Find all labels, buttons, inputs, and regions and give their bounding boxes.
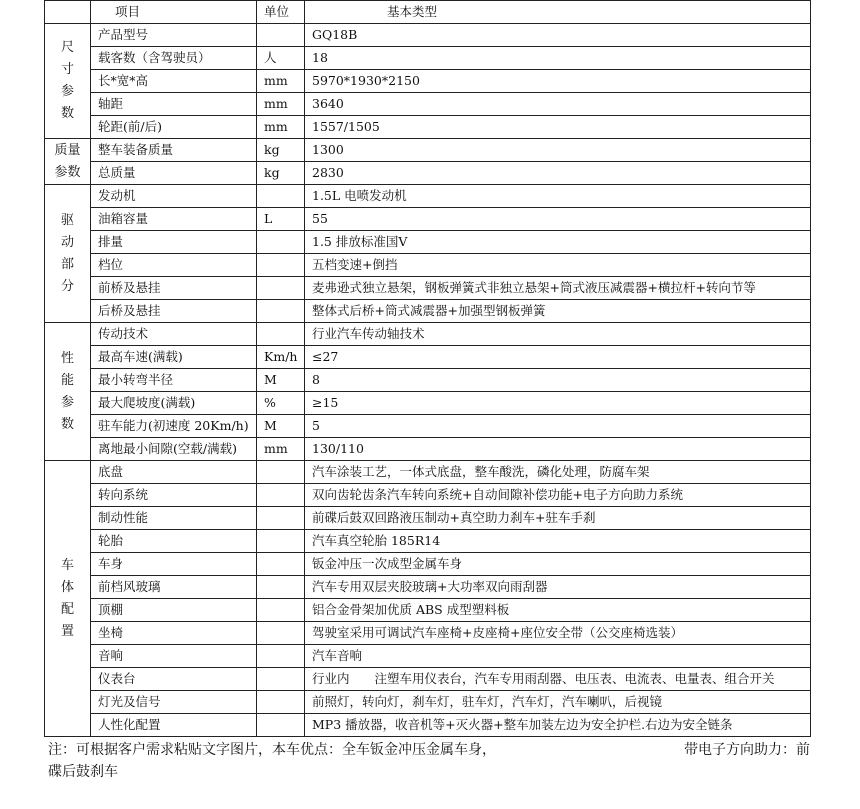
- cell-item: 灯光及信号: [91, 691, 257, 714]
- cell-value: 前碟后鼓双回路液压制动+真空助力刹车+驻车手刹: [305, 507, 811, 530]
- cell-value: 五档变速+倒挡: [305, 254, 811, 277]
- table-row: [45, 139, 811, 162]
- table-row: [45, 116, 811, 139]
- cell-item: 传动技术: [91, 323, 257, 346]
- table-row: [45, 507, 811, 530]
- cell-item: 档位: [91, 254, 257, 277]
- cell-item: 前档风玻璃: [91, 576, 257, 599]
- cell-value: 麦弗逊式独立悬架，钢板弹簧式非独立悬架+筒式液压减震器+横拉杆+转向节等: [305, 277, 811, 300]
- cell-value: ≥15: [305, 392, 811, 415]
- cell-unit: M: [257, 415, 305, 438]
- header-item: 项目: [91, 1, 257, 24]
- category-char: 参: [60, 394, 74, 410]
- cell-unit: [257, 461, 305, 484]
- table-row: [45, 415, 811, 438]
- cell-item: 总质量: [91, 162, 257, 185]
- table-row: [45, 599, 811, 622]
- header-unit: 单位: [257, 1, 305, 24]
- cell-item: 轮距(前/后): [91, 116, 257, 139]
- cell-item: 后桥及悬挂: [91, 300, 257, 323]
- cell-unit: Km/h: [257, 346, 305, 369]
- category-char: 配: [60, 601, 74, 617]
- table-row: [45, 162, 811, 185]
- table-row: [45, 93, 811, 116]
- cell-value: 铝合金骨架加优质 ABS 成型塑料板: [305, 599, 811, 622]
- cell-item: 长*宽*高: [91, 70, 257, 93]
- cell-value: 双向齿轮齿条汽车转向系统+自动间隙补偿功能+电子方向助力系统: [305, 484, 811, 507]
- table-row: [45, 484, 811, 507]
- table-row: [45, 24, 811, 47]
- table-row: [45, 530, 811, 553]
- cell-item: 轴距: [91, 93, 257, 116]
- cell-value: GQ18B: [305, 24, 811, 47]
- cell-value: 130/110: [305, 438, 811, 461]
- category-char: 寸: [60, 62, 74, 77]
- cell-unit: [257, 231, 305, 254]
- cell-item: 油箱容量: [91, 208, 257, 231]
- category-char: 置: [60, 623, 74, 639]
- cell-unit: [257, 185, 305, 208]
- cell-unit: [257, 530, 305, 553]
- cell-value: 行业内 注塑车用仪表台，汽车专用雨刮器、电压表、电流表、电量表、组合开关: [305, 668, 811, 691]
- cell-value: 3640: [305, 93, 811, 116]
- cell-unit: kg: [257, 162, 305, 185]
- cell-value: 汽车真空轮胎 185R14: [305, 530, 811, 553]
- cell-value: 前照灯，转向灯，刹车灯，驻车灯，汽车灯，汽车喇叭，后视镜: [305, 691, 811, 714]
- category-char: 驱: [60, 212, 74, 228]
- table-row: [45, 691, 811, 714]
- category-cell: [45, 139, 91, 185]
- category-char: 参: [60, 84, 74, 99]
- table-row: [45, 668, 811, 691]
- cell-unit: [257, 622, 305, 645]
- category-char: 分: [60, 278, 74, 294]
- cell-unit: [257, 691, 305, 714]
- cell-unit: [257, 553, 305, 576]
- cell-value: 整体式后桥+筒式减震器+加强型钢板弹簧: [305, 300, 811, 323]
- table-row: [45, 185, 811, 208]
- cell-unit: [257, 254, 305, 277]
- cell-item: 载客数（含驾驶员）: [91, 47, 257, 70]
- cell-unit: kg: [257, 139, 305, 162]
- cell-value: 2830: [305, 162, 811, 185]
- cell-unit: mm: [257, 116, 305, 139]
- category-char: 动: [60, 234, 74, 250]
- cell-value: ≤27: [305, 346, 811, 369]
- cell-item: 最大爬坡度(满载): [91, 392, 257, 415]
- category-cell: [45, 185, 91, 323]
- table-row: [45, 47, 811, 70]
- cell-item: 转向系统: [91, 484, 257, 507]
- table-row: [45, 714, 811, 737]
- cell-item: 最高车速(满载): [91, 346, 257, 369]
- category-char: 数: [60, 416, 74, 432]
- category-char: 能: [60, 372, 74, 388]
- cell-value: 钣金冲压一次成型金属车身: [305, 553, 811, 576]
- cell-unit: mm: [257, 438, 305, 461]
- cell-unit: mm: [257, 70, 305, 93]
- cell-unit: [257, 599, 305, 622]
- table-row: [45, 323, 811, 346]
- footnote-line2: 碟后鼓刹车: [48, 764, 118, 780]
- cell-unit: %: [257, 392, 305, 415]
- cell-unit: [257, 484, 305, 507]
- cell-item: 人性化配置: [91, 714, 257, 737]
- cell-unit: L: [257, 208, 305, 231]
- cell-item: 底盘: [91, 461, 257, 484]
- cell-item: 轮胎: [91, 530, 257, 553]
- spec-table: [44, 0, 811, 737]
- cell-unit: [257, 576, 305, 599]
- table-row: [45, 622, 811, 645]
- cell-item: 发动机: [91, 185, 257, 208]
- table-row: [45, 553, 811, 576]
- cell-value: MP3 播放器，收音机等+灭火器+整车加装左边为安全护栏.右边为安全链条: [305, 714, 811, 737]
- cell-item: 仪表台: [91, 668, 257, 691]
- cell-item: 前桥及悬挂: [91, 277, 257, 300]
- category-cell: [45, 461, 91, 737]
- cell-value: 汽车专用双层夹胶玻璃+大功率双向雨刮器: [305, 576, 811, 599]
- table-row: [45, 438, 811, 461]
- category-char: 部: [60, 256, 74, 272]
- cell-item: 制动性能: [91, 507, 257, 530]
- cell-item: 音响: [91, 645, 257, 668]
- cell-unit: [257, 645, 305, 668]
- cell-value: 汽车涂装工艺，一体式底盘，整车酸洗，磷化处理，防腐车架: [305, 461, 811, 484]
- category-char: 尺: [60, 40, 74, 55]
- table-row: [45, 576, 811, 599]
- table-row: [45, 70, 811, 93]
- cell-item: 产品型号: [91, 24, 257, 47]
- cell-value: 1.5 排放标准国Ⅴ: [305, 231, 811, 254]
- table-row: [45, 346, 811, 369]
- category-cell: [45, 24, 91, 139]
- cell-value: 1.5L 电喷发动机: [305, 185, 811, 208]
- cell-item: 排量: [91, 231, 257, 254]
- cell-unit: 人: [257, 47, 305, 70]
- footnote-right: 带电子方向助力：前: [684, 742, 810, 758]
- cell-unit: [257, 668, 305, 691]
- cell-value: 55: [305, 208, 811, 231]
- cell-unit: [257, 323, 305, 346]
- table-row: [45, 254, 811, 277]
- cell-item: 最小转弯半径: [91, 369, 257, 392]
- cell-unit: [257, 714, 305, 737]
- cell-value: 1300: [305, 139, 811, 162]
- table-row: [45, 392, 811, 415]
- table-row: [45, 208, 811, 231]
- cell-unit: [257, 24, 305, 47]
- category-char: 性: [60, 350, 74, 366]
- category-cell: [45, 323, 91, 461]
- footnote: [44, 737, 810, 783]
- spec-sheet: [44, 0, 810, 783]
- cell-item: 整车装备质量: [91, 139, 257, 162]
- cell-unit: [257, 507, 305, 530]
- cell-item: 车身: [91, 553, 257, 576]
- table-row: [45, 369, 811, 392]
- cell-value: 18: [305, 47, 811, 70]
- table-row: [45, 645, 811, 668]
- cell-unit: [257, 277, 305, 300]
- cell-value: 8: [305, 369, 811, 392]
- table-row: [45, 461, 811, 484]
- table-row: [45, 300, 811, 323]
- cell-item: 顶棚: [91, 599, 257, 622]
- cell-value: 1557/1505: [305, 116, 811, 139]
- table-row: [45, 277, 811, 300]
- category-char: 车: [60, 557, 74, 573]
- cell-value: 驾驶室采用可调试汽车座椅+皮座椅+座位安全带（公交座椅选装）: [305, 622, 811, 645]
- category-char: 参数: [54, 164, 81, 180]
- category-char: 体: [60, 579, 74, 595]
- table-row: [45, 231, 811, 254]
- category-char: 质量: [54, 142, 81, 158]
- cell-unit: [257, 300, 305, 323]
- cell-value: 5970*1930*2150: [305, 70, 811, 93]
- cell-value: 5: [305, 415, 811, 438]
- cell-value: 汽车音响: [305, 645, 811, 668]
- header-blank: [45, 1, 91, 24]
- cell-unit: M: [257, 369, 305, 392]
- cell-item: 离地最小间隙(空载/满载): [91, 438, 257, 461]
- cell-item: 驻车能力(初速度 20Km/h): [91, 415, 257, 438]
- footnote-left: 注：可根据客户需求粘贴文字图片，本车优点：全车钣金冲压金属车身，: [48, 742, 496, 758]
- cell-value: 行业汽车传动轴技术: [305, 323, 811, 346]
- cell-unit: mm: [257, 93, 305, 116]
- header-row: [45, 1, 811, 24]
- header-value: 基本类型: [305, 1, 811, 24]
- cell-item: 坐椅: [91, 622, 257, 645]
- category-char: 数: [60, 106, 74, 121]
